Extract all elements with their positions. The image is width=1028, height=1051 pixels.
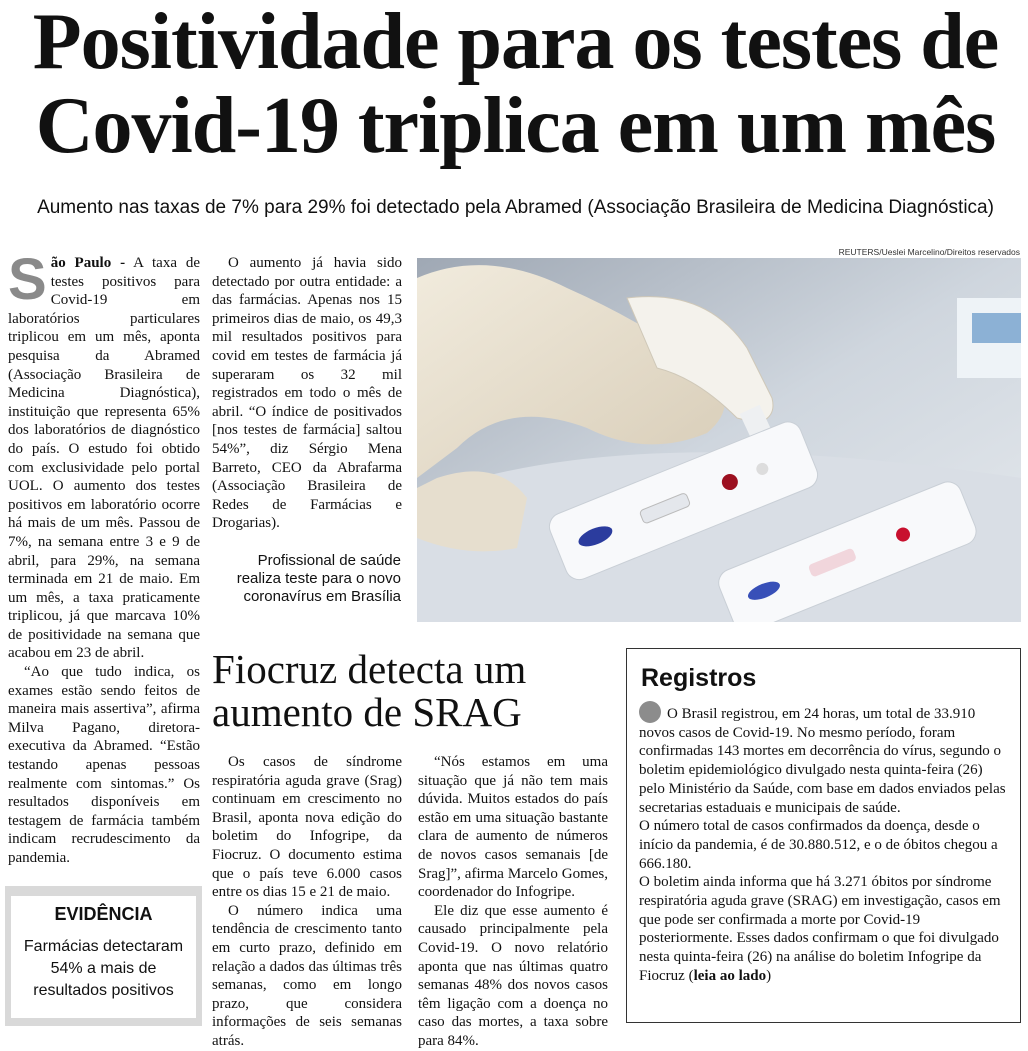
bullet-icon [639,701,661,723]
drop-cap: S [8,247,47,312]
evidencia-inner [11,896,196,1018]
registros-paragraph-2: O número total de casos confirmados da doença, desde o início da pandemia, é de 30.880.512, e o de óbitos chegou a 666.180. [639,818,998,872]
registros-paragraph-3-end: ) [766,967,772,984]
fiocruz-colA-paragraph-2: O número indica uma tendência de crescimento tanto em curto prazo, definido em relação a dados das últimas três semanas, como em longo prazo, que considera informações de seis semanas atrás. [212,902,402,1049]
evidencia-box [5,886,202,1026]
fiocruz-column-b [418,753,608,1051]
col1-paragraph-1: A taxa de testes positivos para Covid-19 em laboratórios particulares triplicou em um mês, aponta pesquisa da Abramed (Associação Brasileira de Medicina Diagnóstica), instituição que representa 65% dos laboratórios de diagnóstico do país. O estudo foi obtido com exclusividade pelo portal UOL. O aumento dos testes positivos em laboratório ocorre há mais de um mês. Passou de 7%, na semana entre 3 e 9 de abril, para 29%, na semana terminada em 21 de maio. Em um mês, a taxa praticamente triplicou, já que marcava 10% de positividade na semana que acabou em 23 de abril. [8,255,200,662]
registros-paragraph-3: O boletim ainda informa que há 3.271 óbitos por síndrome respiratória aguda grave (SRAG) em investigação, casos em que pode ser confirmada a morte por Covid-19 posteriormente. Esses dados confirmam o que foi divulgado nesta quinta-feira (26) na análise do boletim Infogripe da Fiocruz ( [639,874,1001,984]
fiocruz-colA-paragraph-1: Os casos de síndrome respiratória aguda grave (Srag) continuam em crescimento no Brasil, aponta nova edição do boletim do Infogripe, da Fiocruz. O documento estima que o país teve 6.000 casos entre os dias 15 e 21 de maio. [212,754,402,901]
registros-paragraph-1: O Brasil registrou, em 24 horas, um total de 33.910 novos casos de Covid-19. No mesmo período, foram confirmadas 143 mortes em decorrência do vírus, segundo o boletim epidemiológico divulgado nesta quinta-feira (26) pelo Ministério da Saúde, com base em dados enviados pelas secretarias estaduais e municipais de saúde. [639,706,1006,816]
fiocruz-colB-paragraph-2: Ele diz que esse aumento é causado principalmente pela Covid-19. O novo relatório aponta que nas últimas quatro semanas 48% dos novos casos têm ligação com a doença no caso das mortes, a taxa sobre para 84%. [418,902,608,1049]
fiocruz-colB-paragraph-1: “Nós estamos em uma situação que já não tem mais dúvida. Muitos estados do país estão em uma situação bastante clara de aumento de números de novos casos semanais [de Srag]”, afirma Marcelo Gomes, coordenador do Infogripe. [418,754,608,901]
article-column-2 [212,254,402,533]
evidencia-text: Farmácias detectaram 54% a mais de resultados positivos [23,938,184,999]
col2-paragraph-1: O aumento já havia sido detectado por outra entidade: a das farmácias. Apenas nos 15 primeiros dias de maio, os 49,3 mil resultados positivos para covid em testes de farmácia já superaram os 32 mil registrados em todo o mês de abril. “O índice de positivados [nos testes de farmácia] saltou 54%”, diz Sérgio Mena Barreto, CEO da Abrafarma (Associação Brasileira de Redes de Farmácias e Drogarias). [212,255,402,532]
photo-caption: Profissional de saúde realiza teste para o novo coronavírus em Brasília [236,552,401,605]
col1-paragraph-2: “Ao que tudo indica, os exames estão sendo feitos de maneira mais assertiva”, afirma Milva Pagano, diretora-executiva da Abramed. “Estão testando apenas pessoas realmente com sintomas.” Os resultados disponíveis em testagem de farmácia também indicam recrudescimento da pandemia. [8,664,200,866]
fiocruz-title: Fiocruz detecta um aumento de SRAG [212,646,527,735]
photo-covid-test [417,258,1021,622]
subhead: Aumento nas taxas de 7% para 29% foi detectado pela Abramed (Associação Brasileira de Medicina Diagnóstica) [37,197,994,218]
fiocruz-column-a [212,753,402,1051]
photo-credit: REUTERS/Ueslei Marcelino/Direitos reservados [838,247,1020,257]
registros-title: Registros [641,664,757,692]
article-column-1 [8,247,200,868]
read-alongside-link[interactable]: leia ao lado [693,967,767,984]
registros-text [639,701,1011,986]
headline: Positividade para os testes de Covid-19 triplica em um mês [32,0,999,170]
dateline: ão Paulo - [50,255,126,271]
photo-illustration [417,258,1021,622]
evidencia-title: EVIDÊNCIA [54,904,153,924]
